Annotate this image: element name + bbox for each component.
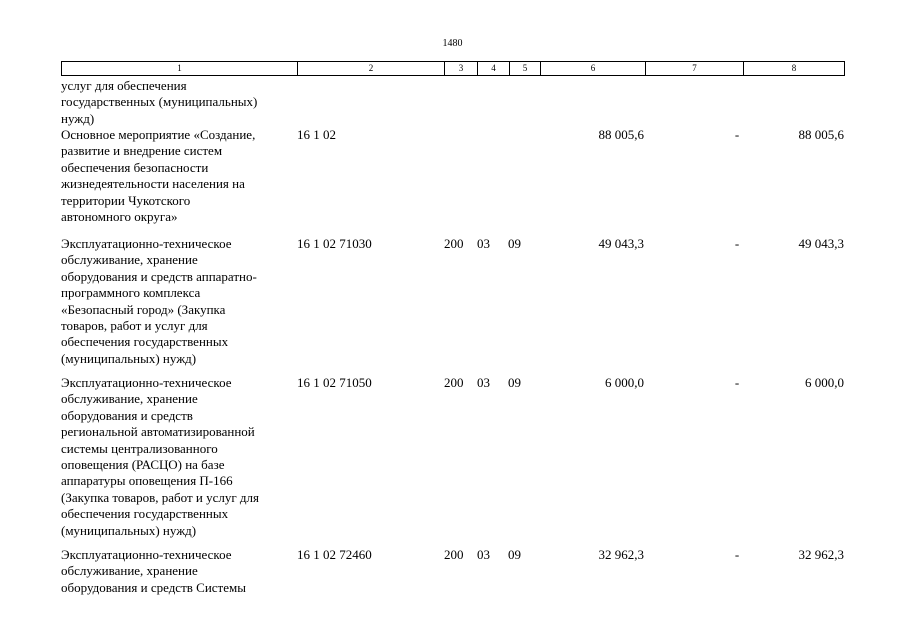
column-header-1: 1 bbox=[62, 62, 298, 75]
row-rz: 03 bbox=[477, 375, 490, 390]
row-col6: 49 043,3 bbox=[598, 236, 644, 251]
row-code: 16 1 02 71030 bbox=[297, 236, 372, 251]
row-code: 16 1 02 bbox=[297, 127, 336, 142]
column-header-7: 7 bbox=[646, 62, 744, 75]
row-vr: 200 bbox=[444, 547, 464, 562]
column-header-5: 5 bbox=[510, 62, 541, 75]
column-header-2: 2 bbox=[298, 62, 445, 75]
row-col8: 6 000,0 bbox=[805, 375, 844, 390]
column-header-6: 6 bbox=[541, 62, 646, 75]
row-col8: 32 962,3 bbox=[798, 547, 844, 562]
row-col6: 6 000,0 bbox=[605, 375, 644, 390]
row-vr: 200 bbox=[444, 236, 464, 251]
row-col7: - bbox=[734, 127, 740, 142]
row-col7: - bbox=[734, 375, 740, 390]
row-col7: - bbox=[734, 236, 740, 251]
row-pr: 09 bbox=[508, 547, 521, 562]
row-code: 16 1 02 72460 bbox=[297, 547, 372, 562]
page-number: 1480 bbox=[442, 38, 463, 49]
row-rz: 03 bbox=[477, 236, 490, 251]
column-header-8: 8 bbox=[791, 63, 797, 73]
row-description: Эксплуатационно-техническое обслуживание, хранение оборудования и средств аппаратно- программного комплекса «Безопасный город» (Закупка товаров, работ и услуг для обеспечения государственных (муниципальных) нужд) bbox=[61, 236, 257, 366]
row-rz: 03 bbox=[477, 547, 490, 562]
row-col8: 88 005,6 bbox=[798, 127, 844, 142]
row-pr: 09 bbox=[508, 375, 521, 390]
row-vr: 200 bbox=[444, 375, 464, 390]
row-pr: 09 bbox=[508, 236, 521, 251]
column-header-4: 4 bbox=[478, 62, 510, 75]
row-description: Основное мероприятие «Создание, развитие и внедрение систем обеспечения безопасности жизнедеятельности населения на территории Чукотского автономного округа» bbox=[61, 127, 256, 225]
row-description: услуг для обеспечения государственных (муниципальных) нужд) bbox=[61, 78, 258, 126]
column-header-3: 3 bbox=[445, 62, 478, 75]
row-col8: 49 043,3 bbox=[798, 236, 844, 251]
row-description: Эксплуатационно-техническое обслуживание, хранение оборудования и средств региональной автоматизированной системы централизованного оповещения (РАСЦО) на базе аппаратуры оповещения П-166 (Закупка товаров, работ и услуг для обеспечения государственных (муниципальных) нужд) bbox=[61, 375, 259, 538]
row-code: 16 1 02 71050 bbox=[297, 375, 372, 390]
row-col7: - bbox=[734, 547, 740, 562]
column-header-row bbox=[61, 61, 845, 76]
row-description: Эксплуатационно-техническое обслуживание, хранение оборудования и средств Системы bbox=[61, 547, 246, 595]
row-col6: 32 962,3 bbox=[598, 547, 644, 562]
row-col6: 88 005,6 bbox=[598, 127, 644, 142]
